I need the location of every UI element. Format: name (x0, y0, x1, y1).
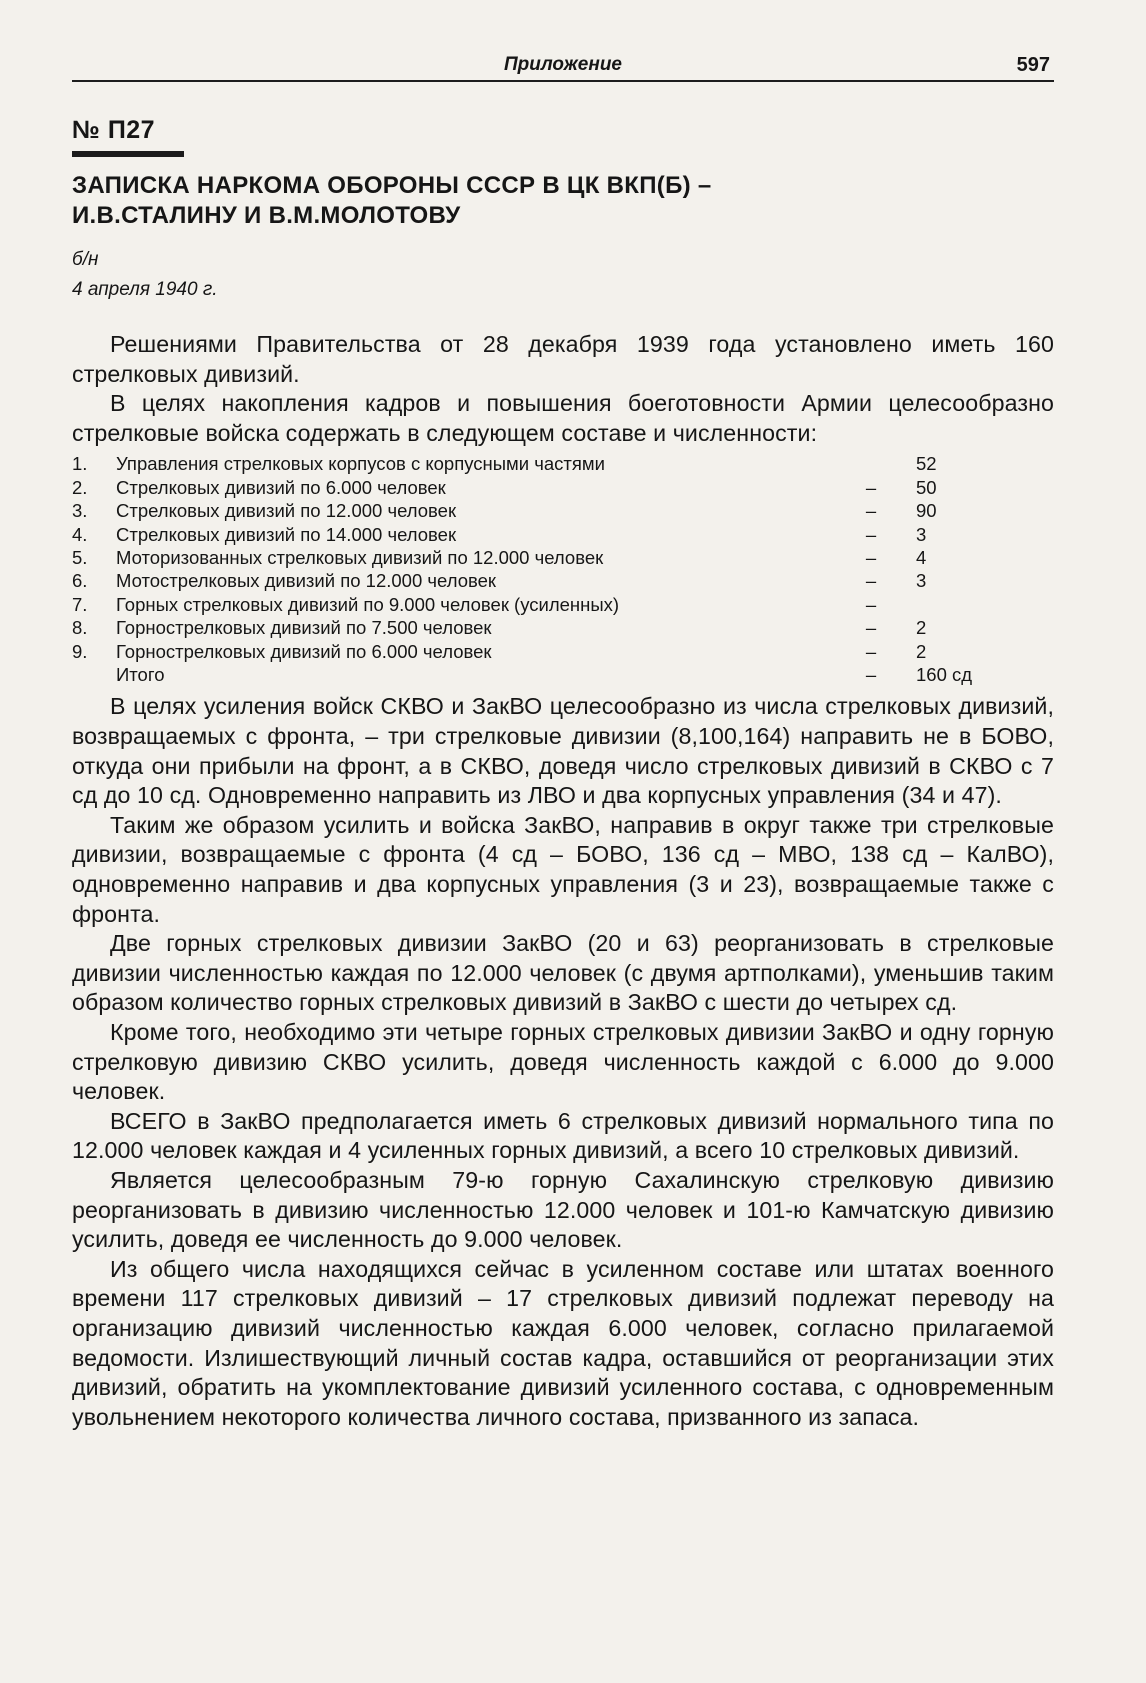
row-value: 2 (916, 640, 927, 662)
table-row (72, 663, 1054, 686)
row-label: Горнострелковых дивизий по 6.000 человек (116, 640, 492, 662)
row-label: Стрелковых дивизий по 12.000 человек (116, 500, 457, 522)
row-number: 6. (72, 570, 88, 592)
document-ref: б/н (72, 249, 99, 270)
paragraph: Кроме того, необходимо эти четыре горных стрелковых дивизии ЗакВО и одну горную стрелковую дивизию СКВО усилить, доведя численность каждой с 6.000 до 9.000 человек. (72, 1018, 1054, 1105)
table-row (72, 452, 1054, 475)
row-value: 90 (916, 500, 937, 522)
document-title: ЗАПИСКА НАРКОМА ОБОРОНЫ СССР В ЦК ВКП(Б) – И.В.СТАЛИНУ И В.М.МОЛОТОВУ (72, 172, 712, 229)
row-label: Управления стрелковых корпусов с корпусными частями (116, 453, 605, 475)
page-number: 597 (1016, 54, 1050, 76)
table-row (72, 546, 1054, 569)
row-dash: – (865, 570, 877, 592)
document-meta (72, 245, 1054, 305)
document-date: 4 апреля 1940 г. (72, 279, 218, 300)
row-value: 4 (916, 547, 927, 568)
row-number: 3. (72, 500, 88, 522)
row-dash: – (865, 664, 877, 686)
table-row (72, 476, 1054, 499)
row-label: Стрелковых дивизий по 14.000 человек (116, 523, 457, 545)
row-label: Стрелковых дивизий по 6.000 человек (116, 476, 446, 498)
row-dash: – (865, 617, 877, 639)
row-number (72, 663, 116, 686)
row-value (916, 593, 1054, 616)
row-value: 50 (916, 476, 937, 498)
row-number: 8. (72, 617, 88, 639)
row-value: 3 (916, 523, 927, 545)
row-number: 1. (72, 453, 88, 475)
paragraph: ВСЕГО в ЗакВО предполагается иметь 6 стрелковых дивизий нормального типа по 12.000 человек каждая и 4 усиленных горных дивизий, а всего 10 стрелковых дивизий. (72, 1107, 1054, 1164)
row-label: Горнострелковых дивизий по 7.500 человек (116, 617, 492, 639)
row-dash: – (865, 500, 877, 522)
troop-composition-table (72, 452, 1054, 686)
paragraph: Таким же образом усилить и войска ЗакВО, направив в округ также три стрелковые дивизии, возвращаемые с фронта (4 сд – БОВО, 136 сд – МВО, 138 сд – КалВО), одновременно направив и два корпусных управления (3 и 23), возвращаемые также с фронта. (72, 811, 1054, 927)
row-label: Итого (116, 664, 165, 686)
table-row (72, 593, 1054, 616)
row-dash (826, 452, 916, 475)
row-dash: – (865, 476, 877, 498)
row-label: Горных стрелковых дивизий по 9.000 человек (усиленных) (116, 593, 620, 615)
table-row (72, 616, 1054, 639)
table-row (72, 523, 1054, 546)
paragraph: Является целесообразным 79-ю горную Сахалинскую стрелковую дивизию реорганизовать в дивизию численностью 12.000 человек и 101-ю Камчатскую дивизию усилить, доведя ее численность до 9.000 человек. (72, 1166, 1054, 1253)
book-page (72, 40, 1054, 1432)
row-number: 9. (72, 640, 88, 662)
row-value: 2 (916, 617, 927, 639)
heading-rule (72, 151, 184, 157)
row-number: 7. (72, 593, 88, 615)
row-value: 3 (916, 570, 927, 592)
row-label: Моторизованных стрелковых дивизий по 12.000 человек (116, 547, 604, 568)
table-row (72, 640, 1054, 663)
running-header (72, 40, 1054, 82)
paragraph: Решениями Правительства от 28 декабря 1939 года установлено иметь 160 стрелковых дивизий. (72, 331, 1054, 387)
row-label: Мотострелковых дивизий по 12.000 человек (116, 570, 496, 592)
row-number: 2. (72, 476, 88, 498)
paragraph: Из общего числа находящихся сейчас в усиленном составе или штатах военного времени 117 стрелковых дивизий – 17 стрелковых дивизий подлежат переводу на организацию дивизий численностью каждая 6.000 человек, согласно прилагаемой ведомости. Излишествующий личный состав кадра, оставшийся от реорганизации этих дивизий, обратить на укомплектование дивизий усиленного состава, с одновременным увольнением некоторого количества личного состава, призванного из запаса. (72, 1255, 1054, 1430)
table-row (72, 499, 1054, 522)
paragraph: В целях накопления кадров и повышения боеготовности Армии целесообразно стрелковые войска содержать в следующем составе и численности: (72, 390, 1054, 446)
row-dash: – (865, 523, 877, 545)
row-value: 160 сд (916, 664, 973, 686)
row-number: 4. (72, 523, 88, 545)
paragraph: Две горных стрелковых дивизии ЗакВО (20 и 63) реорганизовать в стрелковые дивизии численностью каждая по 12.000 человек (с двумя артполками), уменьшив таким образом количество горных стрелковых дивизий в ЗакВО с шести до четырех сд. (72, 930, 1054, 1016)
row-value: 52 (916, 453, 937, 475)
row-dash: – (865, 640, 877, 662)
document-number: № П27 (72, 116, 156, 144)
running-title: Приложение (503, 54, 622, 75)
row-number: 5. (72, 547, 88, 568)
paragraph: В целях усиления войск СКВО и ЗакВО целесообразно из числа стрелковых дивизий, возвращаемых с фронта, – три стрелковые дивизии (8,100,164) направить не в БОВО, откуда они прибыли на фронт, а в СКВО, доведя число стрелковых дивизий в СКВО с 7 сд до 10 сд. Одновременно направить из ЛВО и два корпусных управления (34 и 47). (72, 693, 1054, 809)
row-dash: – (865, 547, 877, 568)
table-row (72, 569, 1054, 592)
row-dash: – (865, 593, 877, 615)
